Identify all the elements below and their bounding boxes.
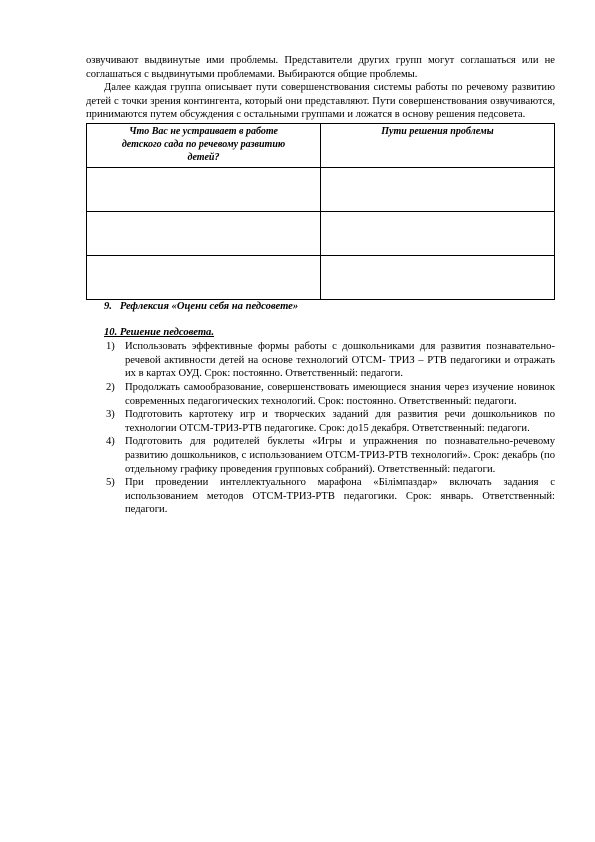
table-header-solutions: Пути решения проблемы	[321, 123, 555, 167]
intro-paragraph-1: озвучивают выдвинутые ими проблемы. Представители других групп могут соглашаться или не соглашаться с выдвинутыми проблемами. Выбираются общие проблемы.	[86, 55, 555, 80]
table-cell-empty	[321, 167, 555, 211]
list-item-text: Использовать эффективные формы работы с дошкольниками для развития познавательно-речевой активности детей на основе технологий ОТСМ- ТРИЗ – РТВ педагогики и отражать их в картах ОУД. Срок: постоянно. Ответственный: педагоги.	[125, 341, 555, 380]
decisions-list	[86, 340, 555, 517]
list-item-text: Продолжать самообразование, совершенствовать имеющиеся знания через изучение новинок современных педагогических технологий. Срок: постоянно. Ответственный: педагоги.	[125, 381, 555, 407]
list-item-text: При проведении интеллектуального марафона «Білімпаздар» включать задания с использованием методов ОТСМ-ТРИЗ-РТВ педагогики. Срок: январь. Ответственный: педагоги.	[125, 477, 555, 516]
list-item-number: 4)	[106, 436, 115, 448]
list-item-number: 3)	[106, 409, 115, 421]
list-item-number: 5)	[106, 477, 115, 489]
list-item-number: 2)	[106, 381, 115, 393]
table-cell-empty	[87, 167, 321, 211]
list-item	[86, 435, 555, 476]
document-page	[86, 54, 555, 517]
table-cell-empty	[87, 255, 321, 299]
list-item	[86, 408, 555, 435]
list-item	[86, 381, 555, 408]
list-item-text: Подготовить картотеку игр и творческих заданий для развития речи дошкольников по технологии ОТСМ-ТРИЗ-РТВ педагогике. Срок: до15 декабря. Ответственный: педагоги.	[125, 409, 555, 434]
list-item-number: 1)	[106, 341, 115, 353]
table-header-problems	[87, 123, 321, 167]
table-header-problems-label: Что Вас не устраивает в работе детского сада по речевому развитию детей?	[121, 125, 286, 163]
list-item-text: Подготовить для родителей буклеты «Игры и упражнения по познавательно-речевому развитию дошкольников, с использованием ОТСМ-ТРИЗ-РТВ технологий». Срок: декабрь (по отдельному графику проведения групповых собраний). Ответственный: педагоги.	[125, 436, 555, 475]
problems-solutions-table	[86, 123, 555, 300]
section-9-heading	[104, 300, 555, 314]
table-row	[87, 167, 555, 211]
table-cell-empty	[321, 255, 555, 299]
table-header-row	[87, 123, 555, 167]
table-row	[87, 255, 555, 299]
section-9-title: Рефлексия «Оцени себя на педсовете»	[119, 300, 299, 312]
table-row	[87, 211, 555, 255]
section-10-heading: 10. Решение педсовета.	[104, 326, 215, 338]
table-cell-empty	[87, 211, 321, 255]
table-cell-empty	[321, 211, 555, 255]
list-item	[86, 340, 555, 381]
intro-paragraph-2: Далее каждая группа описывает пути совершенствования системы работы по речевому развитию детей с точки зрения контингента, который они представляют. Пути совершенствования озвучиваются, принимаются путем обсуждения с остальными группами и ложатся в основу решения педсовета.	[86, 82, 555, 121]
list-item	[86, 476, 555, 517]
section-9-number: 9.	[104, 300, 112, 312]
